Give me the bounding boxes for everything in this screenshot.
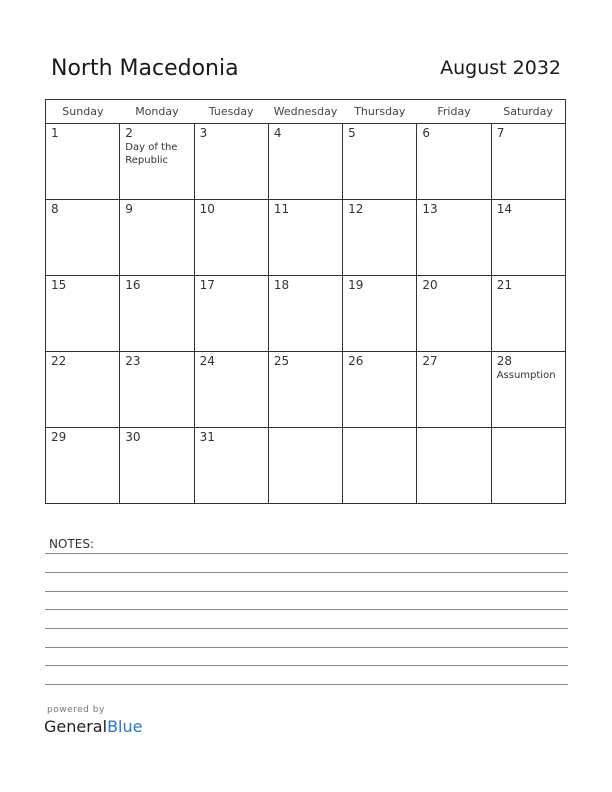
day-number: 22 [51, 354, 67, 368]
day-cell [491, 428, 565, 504]
note-line [45, 591, 568, 592]
day-cell [194, 276, 268, 352]
note-line [45, 553, 568, 554]
weekday-wednesday: Wednesday [268, 100, 342, 124]
day-cell [120, 428, 194, 504]
note-line [45, 628, 568, 629]
day-cell [417, 200, 491, 276]
brand-blue: Blue [107, 717, 143, 736]
day-cell [417, 276, 491, 352]
day-cell [417, 124, 491, 200]
week-row [46, 124, 566, 200]
day-cell [491, 124, 565, 200]
day-number: 1 [51, 126, 59, 140]
day-cell [343, 428, 417, 504]
calendar-body [46, 124, 566, 504]
day-cell [491, 200, 565, 276]
weekday-saturday: Saturday [491, 100, 565, 124]
note-line [45, 609, 568, 610]
day-cell [120, 124, 194, 200]
generalblue-logo [44, 717, 142, 736]
day-number: 3 [199, 126, 208, 140]
day-cell [268, 352, 342, 428]
note-line [45, 647, 568, 648]
day-number: 29 [51, 430, 67, 444]
weekday-thursday: Thursday [343, 100, 417, 124]
brand-general: General [44, 717, 108, 736]
day-cell [120, 352, 194, 428]
day-cell [194, 124, 268, 200]
day-cell [46, 276, 120, 352]
day-cell [120, 276, 194, 352]
day-cell [417, 352, 491, 428]
day-number: 28 [496, 354, 512, 368]
weekday-sunday: Sunday [46, 100, 120, 124]
day-number: 7 [496, 126, 505, 140]
holiday-label: Assumption [496, 370, 556, 381]
note-line [45, 684, 568, 685]
note-line [45, 665, 568, 666]
day-cell [194, 352, 268, 428]
day-number: 26 [348, 354, 364, 368]
day-cell [491, 276, 565, 352]
day-number: 14 [496, 202, 512, 216]
day-number: 20 [422, 278, 438, 292]
weekday-friday: Friday [417, 100, 491, 124]
day-cell [268, 124, 342, 200]
day-number: 23 [125, 354, 141, 368]
day-cell [343, 276, 417, 352]
day-number: 16 [125, 278, 141, 292]
weekday-tuesday: Tuesday [194, 100, 268, 124]
day-cell [268, 276, 342, 352]
day-number: 30 [125, 430, 141, 444]
country-title: North Macedonia [51, 56, 239, 81]
powered-by-text: powered by [47, 705, 105, 715]
day-number: 2 [125, 126, 133, 140]
day-number: 24 [199, 354, 215, 368]
day-cell [268, 428, 342, 504]
day-cell [46, 352, 120, 428]
day-cell [343, 352, 417, 428]
week-row [46, 428, 566, 504]
day-number: 27 [422, 354, 438, 368]
day-number: 12 [348, 202, 364, 216]
day-number: 5 [348, 126, 356, 140]
week-row [46, 352, 566, 428]
day-cell [491, 352, 565, 428]
day-number: 10 [199, 202, 215, 216]
day-cell [194, 428, 268, 504]
day-number: 9 [125, 202, 133, 216]
week-row [46, 276, 566, 352]
calendar-grid [45, 99, 566, 504]
day-number: 13 [422, 202, 438, 216]
day-cell [194, 200, 268, 276]
day-number: 25 [273, 354, 290, 368]
day-number: 17 [199, 278, 215, 292]
day-number: 21 [496, 278, 512, 292]
day-cell [46, 124, 120, 200]
day-number: 6 [422, 126, 431, 140]
day-cell [343, 200, 417, 276]
weekday-header-row [46, 100, 566, 124]
note-line [45, 572, 568, 573]
day-number: 11 [273, 202, 290, 216]
weekday-monday: Monday [120, 100, 194, 124]
day-cell [343, 124, 417, 200]
week-row [46, 200, 566, 276]
month-title: August 2032 [440, 57, 561, 79]
holiday-label: Day of the Republic [125, 142, 178, 166]
day-cell [120, 200, 194, 276]
day-number: 15 [51, 278, 67, 292]
day-number: 19 [348, 278, 364, 292]
day-cell [268, 200, 342, 276]
day-number: 31 [199, 430, 215, 444]
day-cell [46, 428, 120, 504]
day-number: 8 [51, 202, 59, 216]
notes-label: NOTES: [49, 537, 94, 551]
day-cell [46, 200, 120, 276]
day-number: 4 [273, 126, 282, 140]
day-number: 18 [273, 278, 290, 292]
day-cell [417, 428, 491, 504]
